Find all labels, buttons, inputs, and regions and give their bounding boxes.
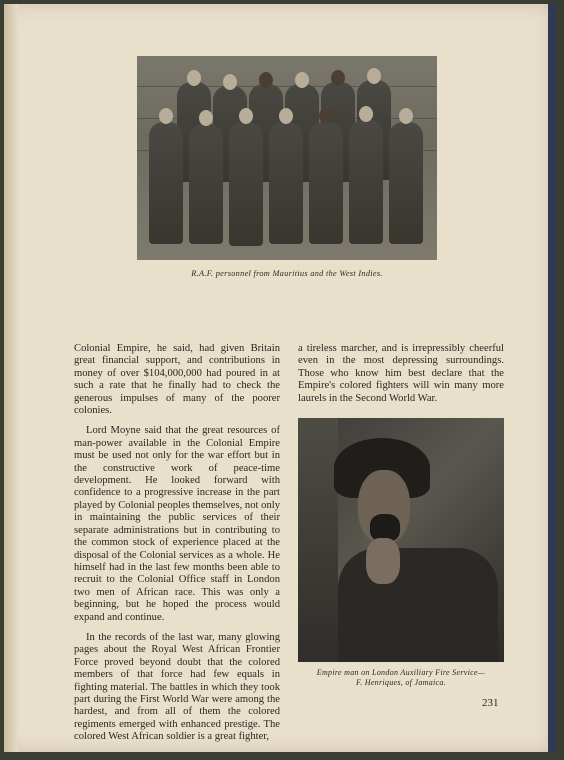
paragraph: Lord Moyne said that the great resources of man-power available in the Colonial Empire must be used not only for the war effort but in the constructive work of peace-time development. He looked forward with confidence to a progressive increase in the part played by Colonial peoples themselves, not only in maintaining the public services of their separate administrations but in contributing to the common stock of experience placed at the disposal of the Colonial services as a whole. He himself had in the last few months been able to recruit to the Colonial Office staff in London two men of African race. This was only a beginning, but he hoped the process would expand and continue.: [74, 425, 280, 623]
paragraph: In the records of the last war, many glowing pages about the Royal West African Frontier Force proved beyond doubt that the colored members of that force had few equals in fighting material. The battles in which they took part during the First World War were among the hardest, and from all of them the colored regiments emerged with enhanced prestige. The colored West African soldier is a great fighter,: [74, 631, 280, 743]
book-page: [4, 4, 552, 752]
raf-personnel-photo: [137, 56, 437, 260]
fire-service-photo: [298, 418, 504, 662]
page-spine: [4, 4, 18, 752]
paragraph: a tireless marcher, and is irrepressibly cheerful even in the most depressing surroundings. Those who know him best declare that the Empire's colored fighters will win many more laurels in the Second World War.: [298, 343, 504, 404]
caption-line: F. Henriques, of Jamaica.: [355, 678, 446, 687]
book-cover-edge: [548, 4, 556, 752]
right-text-column: [298, 343, 504, 413]
paragraph: Colonial Empire, he said, had given Britain great financial support, and contributions in money of over $104,000,000 had poured in at such a rate that he finally had to check the generous impulses of many of the poorer colonies.: [74, 343, 280, 417]
page-number: 231: [482, 697, 499, 709]
caption-line: Empire man on London Auxiliary Fire Service—: [316, 668, 486, 677]
top-photo-caption: R.A.F. personnel from Mauritius and the West Indies.: [191, 269, 383, 278]
fire-photo-caption: [298, 668, 504, 688]
left-text-column: [74, 343, 280, 752]
